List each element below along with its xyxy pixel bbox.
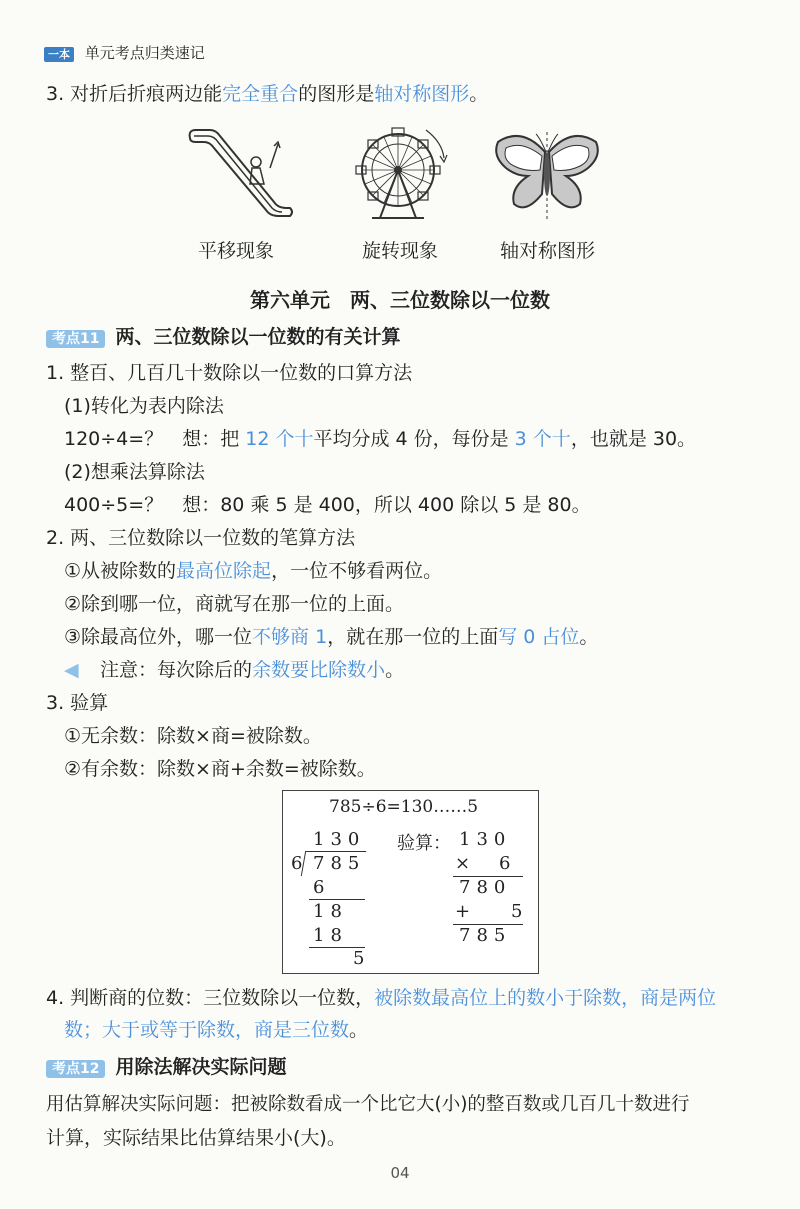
long-division-box <box>282 790 539 974</box>
kaodian-badge: 考点11 <box>46 330 105 348</box>
s1-example2: 400÷5=？ 想：80 乘 5 是 400，所以 400 除以 5 是 80。 <box>64 494 591 516</box>
page-number: 04 <box>390 1164 410 1182</box>
quotient: 130 <box>313 829 366 850</box>
check-label: 验算： <box>397 833 451 854</box>
s1-sub2: (2)想乘法算除法 <box>64 461 205 483</box>
kaodian12-heading <box>46 1055 287 1081</box>
s4-line2: 数；大于或等于除数，商是三位数。 <box>64 1019 369 1041</box>
speaker-icon: ◀ <box>64 659 79 681</box>
butterfly-icon <box>492 132 602 222</box>
kaodian-title: 用除法解决实际问题 <box>115 1056 287 1078</box>
s2-title: 2. 两、三位数除以一位数的笔算方法 <box>46 527 356 549</box>
divisor: 6 <box>291 853 303 874</box>
check-addend: 5 <box>511 901 529 922</box>
s3-rule1: ①无余数：除数×商=被除数。 <box>64 725 322 747</box>
s2-rule1: ①从被除数的最高位除起，一位不够看两位。 <box>64 560 443 582</box>
dividend: 785 <box>313 853 366 874</box>
header-badge: 一本 <box>44 47 74 62</box>
kaodian-badge: 考点12 <box>46 1060 105 1078</box>
s4-line1: 4. 判断商的位数：三位数除以一位数，被除数最高位上的数小于除数，商是两位 <box>46 987 717 1009</box>
s5-line2: 计算，实际结果比估算结果小(大)。 <box>46 1127 346 1149</box>
s3-title: 3. 验算 <box>46 692 109 714</box>
step-1: 6 <box>313 877 331 898</box>
step-2: 18 <box>313 901 348 922</box>
s2-rule3: ③除最高位外，哪一位不够商 1，就在那一位的上面写 0 占位。 <box>64 626 599 648</box>
kaodian-title: 两、三位数除以一位数的有关计算 <box>115 326 401 348</box>
s1-sub1: (1)转化为表内除法 <box>64 395 224 417</box>
remainder: 5 <box>353 948 371 969</box>
figure-caption: 轴对称图形 <box>500 240 596 262</box>
check-result: 785 <box>459 925 512 946</box>
check-product: 780 <box>459 877 512 898</box>
s2-note: ◀ 注意：每次除后的余数要比除数小。 <box>64 659 405 681</box>
step-3: 18 <box>313 925 348 946</box>
s2-rule2: ②除到哪一位，商就写在那一位的上面。 <box>64 593 405 615</box>
check-plus: + <box>455 901 477 922</box>
ferris-wheel-icon <box>348 122 452 222</box>
s5-line1: 用估算解决实际问题：把被除数看成一个比它大(小)的整百数或几百几十数进行 <box>46 1094 690 1115</box>
figure-caption: 平移现象 <box>198 240 275 262</box>
s3-rule2: ②有余数：除数×商+余数=被除数。 <box>64 758 376 780</box>
check-multiplier: 6 <box>499 853 517 874</box>
kaodian11-heading <box>46 325 401 351</box>
page-header <box>44 42 205 63</box>
s1-title: 1. 整百、几百几十数除以一位数的口算方法 <box>46 362 413 384</box>
s1-example1: 120÷4=？ 想：把 12 个十平均分成 4 份，每份是 3 个十，也就是 30。 <box>64 428 697 450</box>
escalator-icon <box>186 124 296 222</box>
figure-caption: 旋转现象 <box>362 240 439 262</box>
unit-title: 第六单元 两、三位数除以一位数 <box>250 288 550 312</box>
item3-symmetry: 3. 对折后折痕两边能完全重合的图形是轴对称图形。 <box>46 83 489 105</box>
header-title: 单元考点归类速记 <box>84 44 205 62</box>
division-equation: 785÷6=130……5 <box>329 797 479 817</box>
check-multiplicand: 130 <box>459 829 512 850</box>
check-times: × <box>455 853 477 874</box>
